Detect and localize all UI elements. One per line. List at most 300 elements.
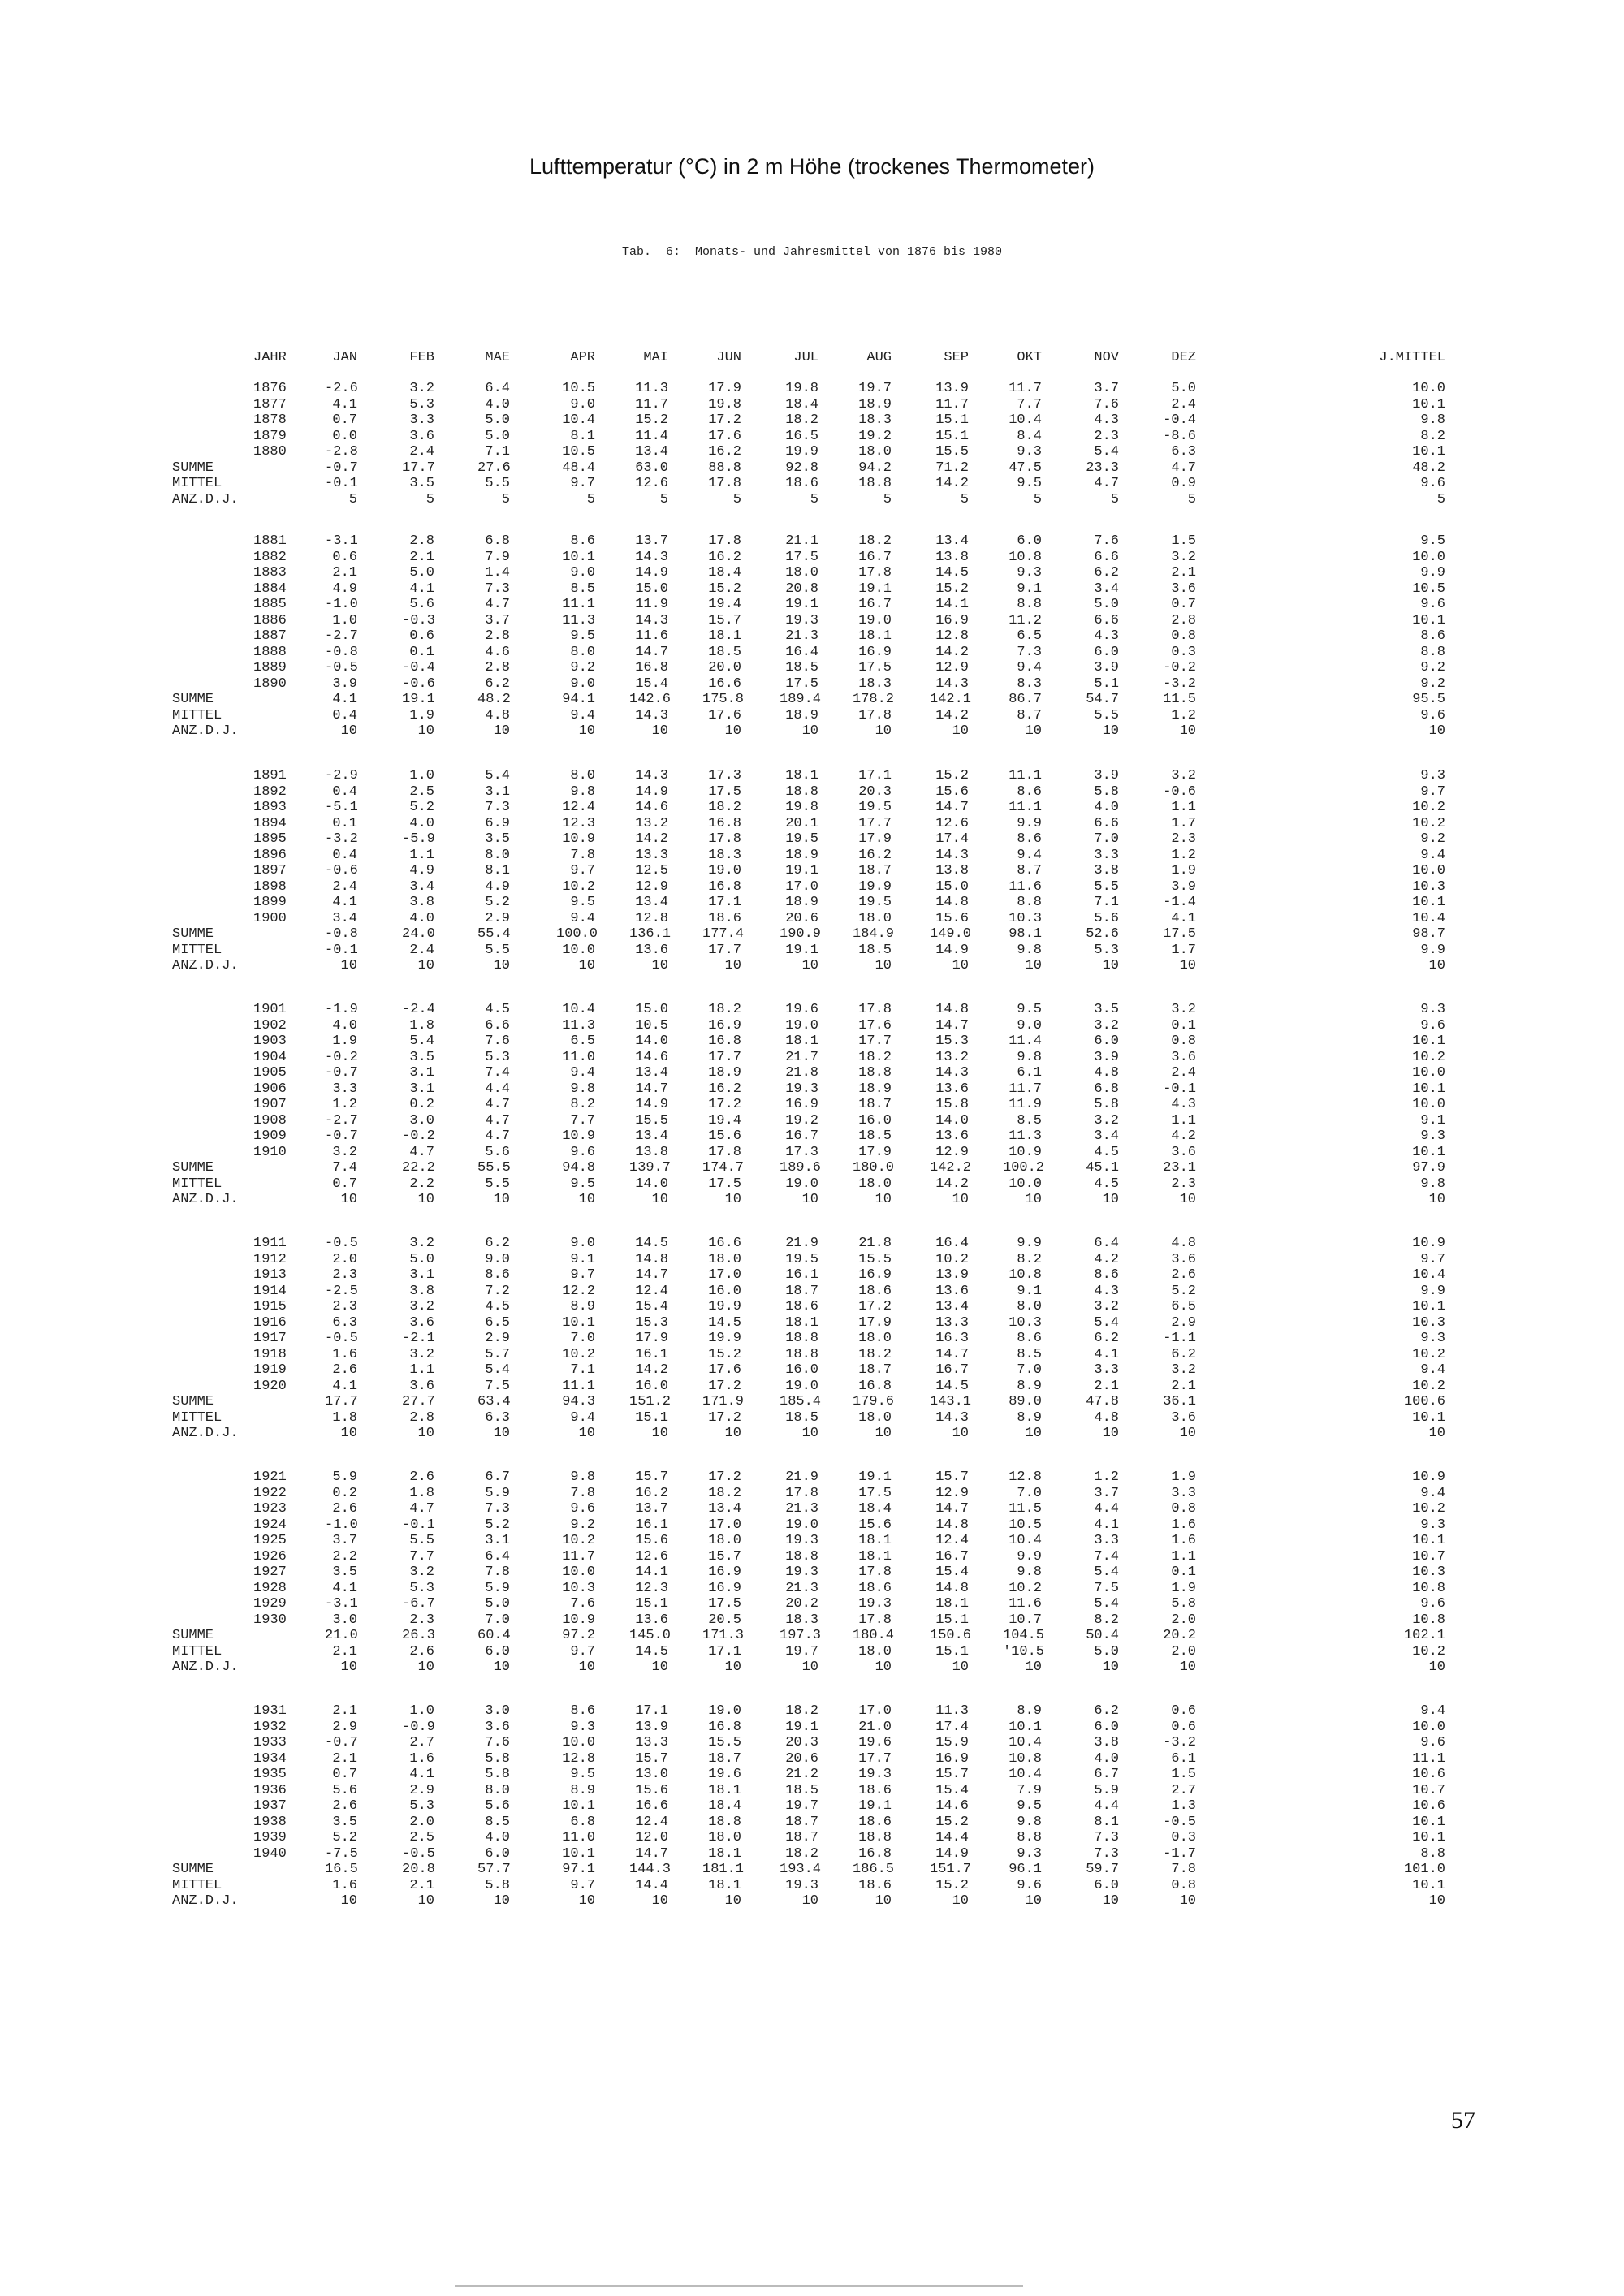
- value-feb: 3.2: [409, 1346, 434, 1362]
- value-sep: 15.1: [935, 1612, 969, 1628]
- value-aug: 18.2: [858, 1049, 892, 1065]
- year-cell: 1881: [253, 533, 287, 549]
- value-feb: 3.0: [409, 1112, 434, 1129]
- value-sep: 14.7: [935, 1501, 969, 1517]
- value-sep: 13.8: [935, 549, 969, 565]
- value-jun: 18.2: [708, 1002, 741, 1017]
- value-jul: 19.6: [785, 1002, 818, 1017]
- value-jul: 20.1: [785, 815, 818, 831]
- value-dez: -0.4: [1163, 412, 1196, 428]
- value-feb: 1.1: [409, 847, 434, 863]
- value-jmittel: 10.0: [1412, 1065, 1445, 1081]
- value-jan: 5.9: [332, 1470, 357, 1485]
- value-nov: 5.0: [1094, 597, 1119, 612]
- year-row: [0, 645, 1624, 661]
- value-jun: 16.0: [708, 1283, 741, 1299]
- value-jun: 17.9: [708, 381, 741, 396]
- value-jmittel: 5: [1436, 491, 1445, 507]
- value-jan: 2.1: [332, 1643, 357, 1659]
- value-okt: 10.4: [1009, 1767, 1042, 1782]
- year-row: [0, 550, 1624, 566]
- value-okt: 6.5: [1017, 628, 1042, 644]
- value-aug: 18.9: [858, 396, 892, 412]
- value-nov: 10: [1102, 1893, 1119, 1909]
- value-apr: 11.0: [562, 1049, 595, 1065]
- value-jul: 19.9: [785, 444, 818, 460]
- value-aug: 18.0: [858, 1409, 892, 1426]
- value-feb: 1.8: [409, 1485, 434, 1501]
- value-aug: 18.4: [858, 1501, 892, 1517]
- value-feb: 2.1: [409, 1877, 434, 1893]
- value-aug: 17.6: [858, 1017, 892, 1034]
- value-feb: 3.2: [409, 1299, 434, 1314]
- value-okt: 9.4: [1017, 660, 1042, 675]
- value-aug: 18.6: [858, 1283, 892, 1299]
- value-jul: 19.5: [785, 1251, 818, 1267]
- value-jul: 21.3: [785, 628, 818, 644]
- value-nov: 5.8: [1094, 783, 1119, 800]
- year-cell: 1916: [253, 1314, 287, 1331]
- value-mai: 16.6: [635, 1798, 668, 1814]
- value-mae: 5.6: [485, 1798, 510, 1814]
- value-okt: 10.0: [1009, 1176, 1042, 1192]
- year-row: [0, 1830, 1624, 1846]
- value-dez: 3.2: [1171, 1002, 1196, 1017]
- year-cell: 1923: [253, 1501, 287, 1517]
- value-mai: 12.5: [635, 863, 668, 878]
- value-okt: 10: [1025, 1192, 1042, 1207]
- value-jul: 185.4: [780, 1394, 822, 1409]
- year-cell: 1890: [253, 675, 287, 692]
- value-jun: 16.2: [708, 1081, 741, 1097]
- value-sep: 14.3: [935, 1065, 969, 1081]
- year-cell: 1906: [253, 1081, 287, 1097]
- value-jun: 17.6: [708, 428, 741, 444]
- value-apr: 10.4: [562, 412, 595, 428]
- value-mae: 1.4: [485, 565, 510, 580]
- value-feb: 3.8: [409, 895, 434, 910]
- value-jul: 19.0: [785, 1378, 818, 1394]
- value-dez: 0.9: [1171, 476, 1196, 491]
- value-dez: 2.1: [1171, 1378, 1196, 1394]
- year-cell: 1917: [253, 1331, 287, 1346]
- value-okt: 96.1: [1009, 1862, 1042, 1877]
- value-nov: 8.1: [1094, 1814, 1119, 1830]
- value-dez: -3.2: [1163, 1735, 1196, 1750]
- summary-row-summe: [0, 1862, 1624, 1878]
- value-feb: 24.0: [402, 926, 435, 942]
- value-dez: 10: [1179, 1426, 1196, 1441]
- value-dez: 2.9: [1171, 1314, 1196, 1331]
- value-mae: 8.0: [485, 1782, 510, 1798]
- value-mae: 9.0: [485, 1251, 510, 1267]
- value-okt: 9.9: [1017, 1548, 1042, 1564]
- value-jmittel: 10.6: [1412, 1798, 1445, 1814]
- value-jun: 18.6: [708, 910, 741, 926]
- value-feb: 2.9: [409, 1782, 434, 1798]
- value-sep: 15.7: [935, 1767, 969, 1782]
- value-aug: 5: [883, 491, 892, 507]
- value-feb: 26.3: [402, 1628, 435, 1643]
- value-jan: 1.6: [332, 1346, 357, 1362]
- value-jan: -0.6: [325, 863, 358, 878]
- value-jan: 4.1: [332, 895, 357, 910]
- row-label: SUMME: [172, 460, 214, 476]
- value-jmittel: 10.8: [1412, 1612, 1445, 1628]
- value-feb: 10: [417, 958, 434, 973]
- value-mai: 14.7: [635, 1081, 668, 1097]
- year-cell: 1914: [253, 1283, 287, 1299]
- year-cell: 1920: [253, 1378, 287, 1394]
- value-feb: 5.3: [409, 1580, 434, 1596]
- value-jun: 14.5: [708, 1314, 741, 1331]
- value-jun: 18.2: [708, 1485, 741, 1501]
- value-okt: 11.4: [1009, 1034, 1042, 1049]
- value-mai: 15.5: [635, 1112, 668, 1129]
- value-nov: 6.0: [1094, 1877, 1119, 1893]
- value-aug: 19.6: [858, 1735, 892, 1750]
- value-aug: 17.8: [858, 1002, 892, 1017]
- value-mae: 55.4: [477, 926, 511, 942]
- value-jun: 15.5: [708, 1735, 741, 1750]
- value-mae: 55.5: [477, 1160, 511, 1176]
- value-nov: 5.9: [1094, 1782, 1119, 1798]
- value-jun: 19.0: [708, 1703, 741, 1719]
- value-apr: 9.7: [570, 1267, 595, 1283]
- value-apr: 12.8: [562, 1750, 595, 1767]
- value-mae: 3.7: [485, 612, 510, 628]
- value-feb: 1.1: [409, 1362, 434, 1378]
- value-nov: 6.2: [1094, 1331, 1119, 1346]
- value-jan: 3.3: [332, 1081, 357, 1097]
- value-mai: 14.7: [635, 1845, 668, 1862]
- value-jul: 18.9: [785, 847, 818, 863]
- value-jmittel: 11.1: [1412, 1750, 1445, 1767]
- value-nov: 4.3: [1094, 1283, 1119, 1299]
- value-apr: 10.9: [562, 1129, 595, 1144]
- value-nov: 3.9: [1094, 768, 1119, 783]
- summary-row-summe: [0, 460, 1624, 477]
- value-mae: 5.5: [485, 942, 510, 958]
- value-sep: 12.9: [935, 660, 969, 675]
- value-mae: 5.5: [485, 1176, 510, 1192]
- value-okt: 11.7: [1009, 1081, 1042, 1097]
- year-row: [0, 581, 1624, 598]
- year-cell: 1925: [253, 1533, 287, 1548]
- value-mai: 10: [651, 1659, 668, 1675]
- value-sep: 14.9: [935, 942, 969, 958]
- value-jul: 20.6: [785, 910, 818, 926]
- value-jun: 16.6: [708, 675, 741, 692]
- value-apr: 8.2: [570, 1097, 595, 1112]
- value-jan: 1.9: [332, 1034, 357, 1049]
- value-aug: 17.7: [858, 815, 892, 831]
- value-jmittel: 10.0: [1412, 381, 1445, 396]
- value-jul: 10: [801, 1893, 818, 1909]
- value-mai: 11.7: [635, 396, 668, 412]
- value-apr: 94.8: [562, 1160, 595, 1176]
- year-row: [0, 676, 1624, 693]
- value-nov: 7.0: [1094, 831, 1119, 847]
- header-mai: MAI: [643, 350, 668, 365]
- value-apr: 9.3: [570, 1719, 595, 1735]
- value-sep: 15.0: [935, 878, 969, 895]
- value-jmittel: 8.8: [1420, 644, 1445, 660]
- value-mai: 13.4: [635, 444, 668, 460]
- row-label: SUMME: [172, 926, 214, 942]
- value-mai: 10: [651, 1426, 668, 1441]
- value-dez: 2.6: [1171, 1267, 1196, 1283]
- value-nov: 5.8: [1094, 1097, 1119, 1112]
- value-dez: 3.2: [1171, 549, 1196, 565]
- value-aug: 17.8: [858, 565, 892, 580]
- value-jun: 10: [724, 958, 741, 973]
- value-jul: 18.7: [785, 1283, 818, 1299]
- year-row: [0, 1331, 1624, 1347]
- header-okt: OKT: [1017, 350, 1042, 365]
- value-jmittel: 9.6: [1420, 707, 1445, 723]
- value-okt: 12.8: [1009, 1470, 1042, 1485]
- value-feb: 2.1: [409, 549, 434, 565]
- year-row: [0, 863, 1624, 879]
- value-dez: 5.2: [1171, 1283, 1196, 1299]
- value-jmittel: 9.9: [1420, 942, 1445, 958]
- value-okt: 10: [1025, 723, 1042, 739]
- value-feb: 5.2: [409, 800, 434, 815]
- value-jmittel: 97.9: [1412, 1160, 1445, 1176]
- value-aug: 17.1: [858, 768, 892, 783]
- year-row: [0, 1486, 1624, 1502]
- value-okt: 8.9: [1017, 1378, 1042, 1394]
- value-jmittel: 10.1: [1412, 444, 1445, 460]
- value-aug: 19.1: [858, 1470, 892, 1485]
- value-okt: 10.7: [1009, 1612, 1042, 1628]
- year-cell: 1902: [253, 1017, 287, 1034]
- value-aug: 21.0: [858, 1719, 892, 1735]
- value-aug: 94.2: [858, 460, 892, 476]
- value-okt: 8.5: [1017, 1112, 1042, 1129]
- value-jmittel: 9.4: [1420, 847, 1445, 863]
- value-nov: 6.6: [1094, 612, 1119, 628]
- summary-row-anzdj: [0, 723, 1624, 740]
- value-mae: 7.3: [485, 580, 510, 597]
- value-jmittel: 98.7: [1412, 926, 1445, 942]
- value-apr: 9.5: [570, 1176, 595, 1192]
- value-aug: 17.7: [858, 1034, 892, 1049]
- value-dez: 1.1: [1171, 1112, 1196, 1129]
- value-dez: 10: [1179, 723, 1196, 739]
- value-jul: 10: [801, 1192, 818, 1207]
- value-jan: -7.5: [325, 1845, 358, 1862]
- summary-row-mittel: [0, 708, 1624, 724]
- value-feb: 19.1: [402, 692, 435, 707]
- value-nov: 3.2: [1094, 1112, 1119, 1129]
- value-okt: 8.5: [1017, 1346, 1042, 1362]
- header-dez: DEZ: [1171, 350, 1196, 365]
- year-row: [0, 1735, 1624, 1751]
- year-cell: 1891: [253, 768, 287, 783]
- row-label: SUMME: [172, 1160, 214, 1176]
- value-nov: 4.2: [1094, 1251, 1119, 1267]
- value-jmittel: 8.6: [1420, 628, 1445, 644]
- value-mai: 17.9: [635, 1331, 668, 1346]
- year-row: [0, 1379, 1624, 1395]
- value-mae: 6.0: [485, 1643, 510, 1659]
- value-feb: 2.4: [409, 444, 434, 460]
- value-mai: 14.2: [635, 1362, 668, 1378]
- value-nov: 3.3: [1094, 847, 1119, 863]
- value-jun: 20.5: [708, 1612, 741, 1628]
- value-mae: 27.6: [477, 460, 511, 476]
- value-jmittel: 10.4: [1412, 910, 1445, 926]
- value-dez: 17.5: [1163, 926, 1196, 942]
- value-jan: 2.1: [332, 565, 357, 580]
- value-aug: 16.7: [858, 597, 892, 612]
- value-dez: 2.3: [1171, 1176, 1196, 1192]
- year-row: [0, 1362, 1624, 1379]
- value-jan: -2.8: [325, 444, 358, 460]
- value-aug: 10: [875, 1426, 892, 1441]
- value-feb: 5.4: [409, 1034, 434, 1049]
- value-nov: 3.3: [1094, 1362, 1119, 1378]
- value-mai: 14.3: [635, 768, 668, 783]
- value-dez: 6.5: [1171, 1299, 1196, 1314]
- value-feb: 3.6: [409, 428, 434, 444]
- year-row: [0, 784, 1624, 801]
- value-sep: 12.9: [935, 1144, 969, 1160]
- value-nov: 3.8: [1094, 1735, 1119, 1750]
- value-nov: 52.6: [1086, 926, 1119, 942]
- value-dez: 10: [1179, 958, 1196, 973]
- header-jahresmittel: J.MITTEL: [1379, 350, 1445, 365]
- value-feb: 10: [417, 1192, 434, 1207]
- value-mae: 3.0: [485, 1703, 510, 1719]
- value-apr: 12.4: [562, 800, 595, 815]
- year-cell: 1897: [253, 863, 287, 878]
- value-apr: 5: [586, 491, 595, 507]
- value-apr: 8.9: [570, 1782, 595, 1798]
- value-feb: -0.2: [402, 1129, 435, 1144]
- value-jmittel: 10.9: [1412, 1470, 1445, 1485]
- value-aug: 18.2: [858, 1346, 892, 1362]
- value-okt: 89.0: [1009, 1394, 1042, 1409]
- value-mai: 145.0: [629, 1628, 672, 1643]
- value-jun: 19.4: [708, 597, 741, 612]
- value-jmittel: 101.0: [1403, 1862, 1445, 1877]
- value-okt: 8.7: [1017, 863, 1042, 878]
- value-okt: 9.6: [1017, 1877, 1042, 1893]
- value-jun: 10: [724, 1893, 741, 1909]
- value-apr: 7.7: [570, 1112, 595, 1129]
- value-jun: 17.5: [708, 783, 741, 800]
- value-jmittel: 10.0: [1412, 1097, 1445, 1112]
- value-jan: 16.5: [325, 1862, 358, 1877]
- value-apr: 9.4: [570, 910, 595, 926]
- value-okt: 9.9: [1017, 1236, 1042, 1251]
- value-jmittel: 10.1: [1412, 1299, 1445, 1314]
- summary-row-summe: [0, 1160, 1624, 1176]
- value-jun: 17.2: [708, 1378, 741, 1394]
- value-nov: 4.4: [1094, 1501, 1119, 1517]
- value-sep: 11.3: [935, 1703, 969, 1719]
- value-mai: 15.4: [635, 675, 668, 692]
- summary-row-anzdj: [0, 1192, 1624, 1208]
- value-jmittel: 10.1: [1412, 1081, 1445, 1097]
- value-dez: 1.6: [1171, 1533, 1196, 1548]
- value-jmittel: 10.2: [1412, 1346, 1445, 1362]
- value-mae: 4.8: [485, 707, 510, 723]
- header-nov: NOV: [1094, 350, 1119, 365]
- value-sep: 14.2: [935, 476, 969, 491]
- value-mae: 4.5: [485, 1299, 510, 1314]
- value-mae: 3.5: [485, 831, 510, 847]
- value-jan: -0.5: [325, 1331, 358, 1346]
- value-nov: 4.3: [1094, 628, 1119, 644]
- value-okt: 11.1: [1009, 768, 1042, 783]
- value-nov: 3.4: [1094, 1129, 1119, 1144]
- value-jmittel: 10.2: [1412, 815, 1445, 831]
- year-cell: 1930: [253, 1612, 287, 1628]
- value-feb: 3.1: [409, 1065, 434, 1081]
- value-mai: 14.6: [635, 800, 668, 815]
- value-jan: 2.1: [332, 1750, 357, 1767]
- value-jan: 10: [340, 1426, 357, 1441]
- value-mae: 4.6: [485, 644, 510, 660]
- value-jul: 190.9: [780, 926, 822, 942]
- summary-row-mittel: [0, 1410, 1624, 1426]
- value-jan: 2.6: [332, 1501, 357, 1517]
- value-sep: 15.7: [935, 1470, 969, 1485]
- value-jan: -1.0: [325, 1517, 358, 1533]
- year-cell: 1896: [253, 847, 287, 863]
- year-cell: 1913: [253, 1267, 287, 1283]
- value-feb: 3.8: [409, 1283, 434, 1299]
- value-dez: 11.5: [1163, 692, 1196, 707]
- year-row: [0, 1145, 1624, 1161]
- year-row: [0, 533, 1624, 550]
- value-apr: 10: [578, 1893, 595, 1909]
- value-nov: 4.5: [1094, 1144, 1119, 1160]
- value-aug: 15.6: [858, 1517, 892, 1533]
- table-header: [0, 350, 1624, 366]
- value-feb: 4.1: [409, 1767, 434, 1782]
- value-sep: 15.4: [935, 1564, 969, 1580]
- value-okt: 10.9: [1009, 1144, 1042, 1160]
- value-jun: 10: [724, 1426, 741, 1441]
- value-mai: 12.0: [635, 1830, 668, 1845]
- value-jun: 171.3: [702, 1628, 745, 1643]
- year-row: [0, 1299, 1624, 1315]
- value-mae: 3.6: [485, 1719, 510, 1735]
- value-sep: 151.7: [930, 1862, 972, 1877]
- value-jan: -2.5: [325, 1283, 358, 1299]
- value-mai: 15.7: [635, 1750, 668, 1767]
- value-sep: 13.9: [935, 1267, 969, 1283]
- value-okt: 11.6: [1009, 878, 1042, 895]
- value-apr: 9.2: [570, 660, 595, 675]
- summary-row-anzdj: [0, 492, 1624, 508]
- year-row: [0, 816, 1624, 832]
- value-apr: 10.2: [562, 878, 595, 895]
- year-cell: 1931: [253, 1703, 287, 1719]
- value-jun: 18.0: [708, 1533, 741, 1548]
- value-jan: 2.2: [332, 1548, 357, 1564]
- value-jul: 19.5: [785, 831, 818, 847]
- value-jun: 15.2: [708, 580, 741, 597]
- value-mai: 13.4: [635, 1065, 668, 1081]
- value-mae: 7.0: [485, 1612, 510, 1628]
- value-mae: 4.0: [485, 1830, 510, 1845]
